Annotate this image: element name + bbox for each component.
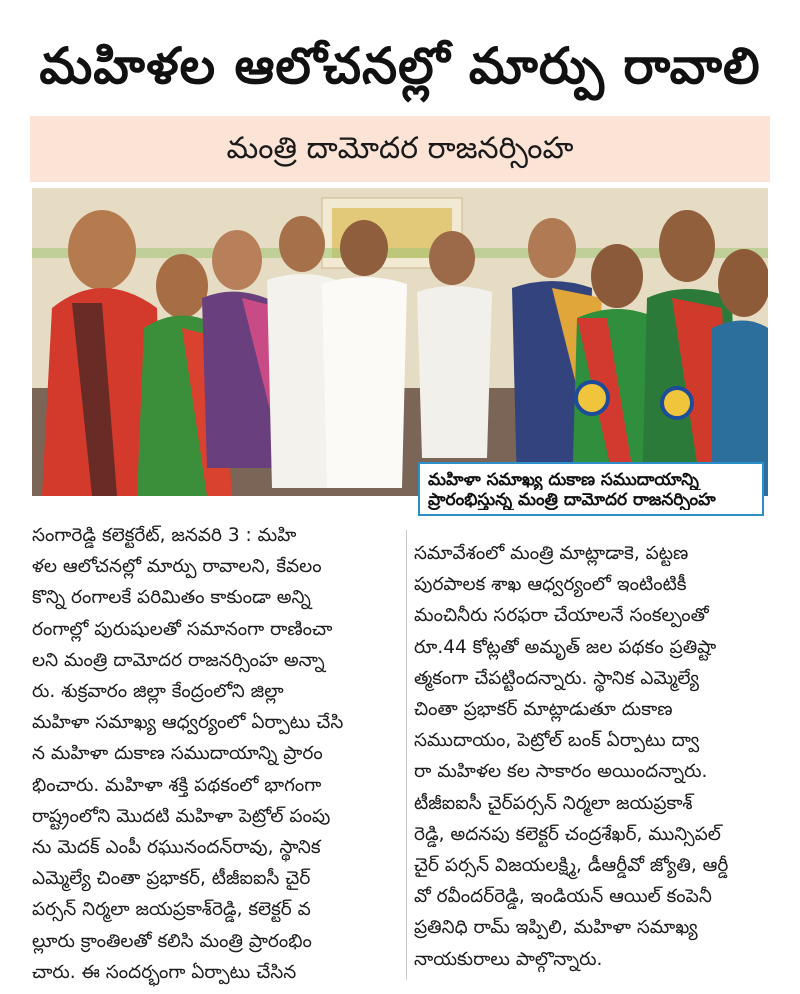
body-line: భించారు. మహిళా శక్తి పథకంలో భాగంగా: [32, 774, 322, 796]
body-line: లని మంత్రి దామోదర రాజనర్సింహ అన్నా: [32, 649, 325, 671]
body-line: రెడ్డి, అదనపు కలెక్టర్ చంద్రశేఖర్, మున్సిపల్: [414, 823, 721, 845]
body-line: వో రవీందర్‌రెడ్డి, ఇండియన్ ఆయిల్ కంపెనీ: [414, 886, 712, 908]
body-line: సముదాయం, పెట్రోల్ బంక్ ఏర్పాటు ద్వా: [414, 730, 700, 752]
event-photo-illustration: [32, 188, 768, 496]
body-column-right: [414, 538, 772, 975]
body-line: ఎమ్మెల్యే చింతా ప్రభాకర్, టీజీఐఐసీ చైర్: [32, 868, 311, 890]
column-divider: [406, 530, 407, 980]
body-line: రూ.44 కోట్లతో అమృత్ జల పథకం ప్రతిష్టా: [414, 636, 717, 658]
body-line: చారు. ఈ సందర్భంగా ఏర్పాటు చేసిన: [32, 961, 297, 983]
body-line: పురపాలక శాఖ ఆధ్వర్యంలో ఇంటింటికీ: [414, 574, 687, 596]
body-line: న మహిళా దుకాణ సముదాయాన్ని ప్రారం: [32, 743, 323, 765]
body-line: రాష్ట్రంలోని మొదటి మహిళా పెట్రోల్ పంపు: [32, 805, 331, 827]
body-line: రా మహిళల కల సాకారం అయిందన్నారు.: [414, 761, 708, 783]
body-line: ప్రతినిధి రామ్ ఇప్పిలి, మహిళా సమాఖ్య: [414, 917, 698, 939]
photo-caption-line-1: మహిళా సమాఖ్య దుకాణ సముదాయాన్ని: [428, 470, 699, 490]
body-line: రు. శుక్రవారం జిల్లా కేంద్రంలోని జిల్లా: [32, 681, 284, 703]
subheadline: మంత్రి దామోదర రాజనర్సింహ: [226, 131, 574, 166]
body-line: చింతా ప్రభాకర్ మాట్లాడుతూ దుకాణ: [414, 699, 673, 721]
body-line: రంగాల్లో పురుషులతో సమానంగా రాణించా: [32, 618, 333, 640]
body-line: మహిళా సమాఖ్య ఆధ్వర్యంలో ఏర్పాటు చేసి: [32, 712, 344, 734]
body-line: ను మెదక్ ఎంపీ రఘునందన్‌రావు, స్థానిక: [32, 837, 321, 859]
headline: మహిళల ఆలోచనల్లో మార్పు రావాలి: [39, 37, 761, 95]
body-line: ల్లూరు క్రాంతిలతో కలిసి మంత్రి ప్రారంభిం: [32, 930, 312, 952]
body-line: చైర్ పర్సన్ విజయలక్ష్మి, డీఆర్డీవో జ్యోతి, ఆర్డీ: [414, 855, 729, 877]
event-photo: [32, 188, 768, 496]
body-line: కొన్ని రంగాలకే పరిమితం కాకుండా అన్ని: [32, 587, 311, 609]
body-line: సమావేశంలో మంత్రి మాట్లాడాకె, పట్టణ: [414, 543, 689, 564]
photo-caption: [418, 462, 764, 516]
body-line: పర్సన్ నిర్మలా జయప్రకాశ్‌రెడ్డి, కలెక్టర్ వ: [32, 899, 311, 921]
body-line: త్మకంగా చేపట్టిందన్నారు. స్థానిక ఎమ్మెల్యే: [414, 667, 699, 689]
body-line: టీజీఐఐసీ చైర్‌పర్సన్ నిర్మలా జయప్రకాశ్: [414, 792, 693, 814]
body-line: సంగారెడ్డి కలెక్టరేట్, జనవరి 3 : మహి: [32, 525, 297, 546]
body-line: ళల ఆలోచనల్లో మార్పు రావాలని, కేవలం: [32, 556, 322, 578]
body-column-left: [32, 520, 404, 988]
photo-caption-line-2: ప్రారంభిస్తున్న మంత్రి దామోదర రాజనర్సింహ: [428, 490, 716, 510]
subheadline-band: [30, 116, 770, 182]
body-line: మంచినీరు సరఫరా చేయాలనే సంకల్పంతో: [414, 605, 709, 627]
body-line: నాయకురాలు పాల్గొన్నారు.: [414, 948, 603, 970]
